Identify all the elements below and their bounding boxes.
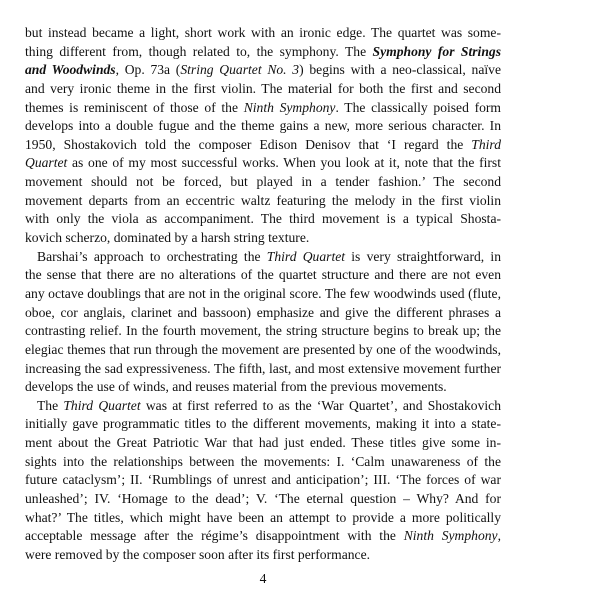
text-line: [25, 527, 501, 546]
page-number: 4: [259, 571, 267, 586]
body-text: and very ironic theme in the first violin. The material for both the first and second: [25, 80, 501, 96]
body-text: the sense that there are no alterations of the quartet structure and there are not even: [25, 267, 501, 283]
body-text: with only the viola as accompaniment. The third movement is a typical Shosta-: [25, 211, 501, 227]
italic-title-text: Third: [471, 136, 501, 152]
text-line: [25, 248, 501, 267]
body-text: what?’ The titles, which might have been an attempt to provide a more politically: [25, 509, 501, 525]
body-text: sights into the relationships between the movements: I. ‘Calm unawareness of the: [25, 453, 501, 469]
italic-title-text: Third Quartet: [266, 248, 346, 264]
text-line: [25, 173, 501, 192]
body-text: but instead became a light, short work with an ironic edge. The quartet was some-: [25, 25, 501, 40]
text-line: [25, 266, 501, 285]
text-line: [25, 117, 501, 136]
body-text: movement should not be forced, but played in a tender fashion.’ The second: [25, 174, 501, 190]
text-line: [25, 434, 501, 453]
text-line: [25, 490, 501, 509]
body-text: was at first referred to as the ‘War Quartet’, and Shostakovich: [140, 397, 501, 413]
body-text: acceptable message after the régime’s disappointment with the: [25, 528, 404, 544]
text-line: [25, 61, 501, 80]
text-line: [25, 453, 501, 472]
text-line: [25, 154, 501, 173]
body-text: develops the use of winds, and reuses material from the previous movements.: [25, 379, 447, 395]
body-text: . The classically poised form: [335, 99, 501, 115]
paragraph: [25, 248, 501, 397]
text-line: [25, 80, 501, 99]
body-text: contrasting relief. In the fourth movement, the string structure begins to break up; the: [25, 323, 501, 339]
body-text: The: [37, 397, 64, 413]
text-line: [25, 24, 501, 43]
body-text: were removed by the composer soon after its first performance.: [25, 546, 371, 562]
body-text: movement departs from an eccentric waltz featuring the melody in the first violin: [25, 192, 501, 208]
body-text: ,: [497, 528, 501, 544]
text-line: [25, 210, 501, 229]
text-line: [25, 341, 501, 360]
text-line: [25, 378, 501, 397]
text-line: [25, 546, 501, 565]
body-text: elegiac themes that run through the movement are presented by one of the woodwinds,: [25, 341, 501, 357]
body-text: unleashed’; IV. ‘Homage to the dead’; V. ‘The eternal question – Why? And for: [25, 491, 501, 507]
text-line: [25, 415, 501, 434]
text-line: [25, 360, 501, 379]
body-text: Barshai’s approach to orchestrating the: [37, 248, 267, 264]
body-text: oboe, cor anglais, clarinet and bassoon) emphasize and give the different phrases a: [25, 304, 501, 320]
body-text: increasing the sad expressiveness. The fifth, last, and most extensive movement further: [25, 360, 501, 376]
body-text: 1950, Shostakovich told the composer Edison Denisov that ‘I regard the: [25, 136, 472, 152]
italic-title-text: Third Quartet: [63, 397, 141, 413]
paragraph: [25, 24, 501, 248]
text-line: [25, 509, 501, 528]
text-line: [25, 192, 501, 211]
body-text: thing different from, though related to, the symphony. The: [25, 43, 373, 59]
body-text: themes is reminiscent of those of the: [25, 99, 244, 115]
text-line: [25, 322, 501, 341]
body-text: ) begins with a neo-classical, naïve: [299, 62, 501, 78]
italic-title-text: String Quartet No. 3: [180, 62, 300, 78]
italic-title-text: Ninth Symphony: [403, 528, 498, 544]
body-text: ment about the Great Patriotic War that had just ended. These titles give some in-: [25, 435, 501, 451]
body-text: initially gave programmatic titles to the different movements, making it into a state-: [25, 416, 501, 432]
text-line: [25, 229, 501, 248]
bold-title-text: and Woodwinds: [25, 62, 116, 78]
body-text: , Op. 73a (: [115, 62, 181, 78]
document-body: [25, 24, 501, 565]
text-line: [25, 471, 501, 490]
text-line: [25, 304, 501, 323]
body-text: any octave doublings that are not in the original score. The few woodwinds used (flute,: [25, 285, 501, 301]
body-text: as one of my most successful works. When you look at it, note that the first: [67, 155, 501, 171]
paragraph: [25, 397, 501, 565]
text-line: [25, 285, 501, 304]
body-text: develops into a double fugue and the theme gains a new, more serious character. In: [25, 118, 501, 134]
text-line: [25, 397, 501, 416]
body-text: future cataclysm’; II. ‘Rumblings of unrest and anticipation’; III. ‘The forces of war: [25, 472, 501, 488]
italic-title-text: Ninth Symphony: [243, 99, 336, 115]
body-text: is very straightforward, in: [345, 248, 501, 264]
text-line: [25, 99, 501, 118]
text-line: [25, 136, 501, 155]
body-text: kovich scherzo, dominated by a harsh string texture.: [25, 230, 310, 246]
text-line: [25, 43, 501, 62]
italic-title-text: Quartet: [25, 155, 68, 171]
bold-title-text: Symphony for Strings: [372, 43, 501, 59]
